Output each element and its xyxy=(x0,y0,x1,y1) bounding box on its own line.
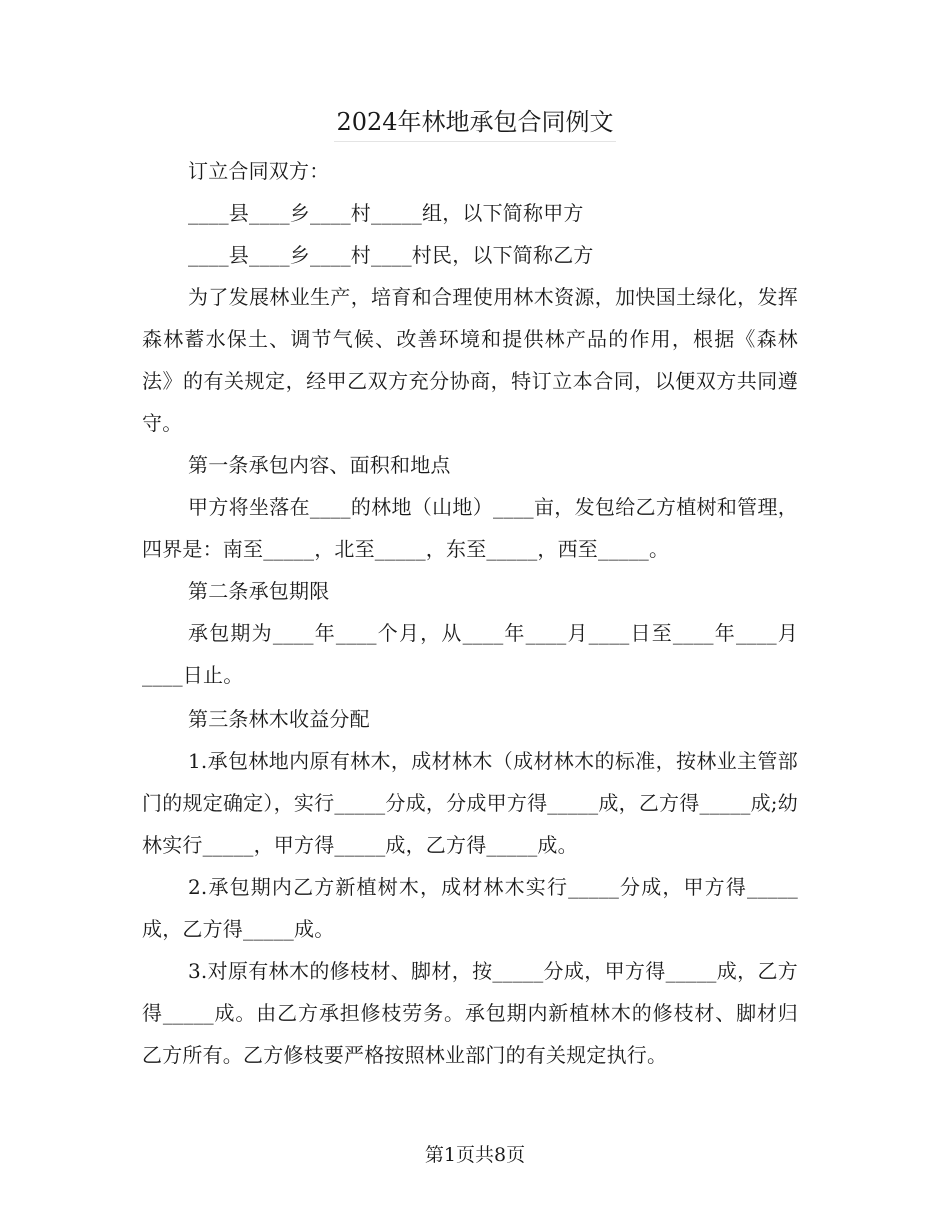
document-title-row xyxy=(0,104,950,142)
party-a-line: ____县____乡____村_____组，以下简称甲方 xyxy=(188,201,584,225)
document-body xyxy=(142,150,798,1076)
page-number: 第1页共8页 xyxy=(424,1144,526,1166)
article-3-clause-2: 2.承包期内乙方新植树木，成材林木实行_____分成，甲方得_____成，乙方得_____成。 xyxy=(142,875,798,941)
article-2-paragraph: 承包期为____年____个月，从____年____月____日至____年____月____日止。 xyxy=(142,621,798,687)
article-3-clause-1: 1.承包林地内原有林木，成材林木（成材林木的标准，按林业主管部门的规定确定），实行_____分成，分成甲方得_____成，乙方得_____成;幼林实行_____，甲方得_____成，乙方得_____成。 xyxy=(142,749,798,857)
document-title: 2024年林地承包合同例文 xyxy=(334,104,615,142)
article-3-clause-3: 3.对原有林木的修枝材、脚材，按_____分成，甲方得_____成，乙方得_____成。由乙方承担修枝劳务。承包期内新植林木的修枝材、脚材归乙方所有。乙方修枝要严格按照林业部门的有关规定执行。 xyxy=(142,959,798,1067)
party-b-line: ____县____乡____村____村民，以下简称乙方 xyxy=(188,243,594,267)
article-3-heading: 第三条林木收益分配 xyxy=(188,707,370,731)
contract-parties-heading: 订立合同双方： xyxy=(188,159,330,183)
preamble-paragraph: 为了发展林业生产，培育和合理使用林木资源，加快国土绿化，发挥森林蓄水保土、调节气候、改善环境和提供林产品的作用，根据《森林法》的有关规定，经甲乙双方充分协商，特订立本合同，以便双方共同遵守。 xyxy=(142,285,798,435)
article-1-heading: 第一条承包内容、面积和地点 xyxy=(188,453,451,477)
article-1-paragraph: 甲方将坐落在____的林地（山地）____亩，发包给乙方植树和管理，四界是：南至_____，北至_____，东至_____，西至_____。 xyxy=(142,495,798,561)
article-2-heading: 第二条承包期限 xyxy=(188,579,330,603)
